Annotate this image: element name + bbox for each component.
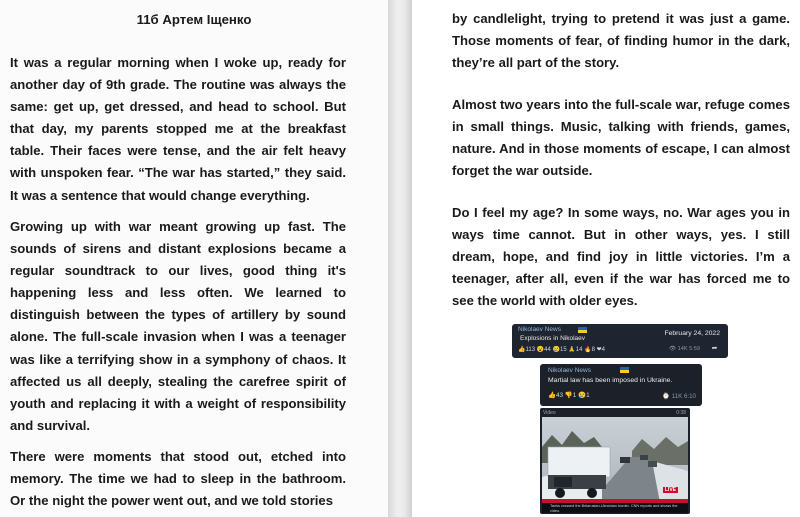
left-page [0,0,388,517]
paragraph: Almost two years into the full-scale war, refuge comes in small things. Music, talking with friends, games, nature. And in those moments of escape, I can almost forget the war outside. [452,97,790,179]
post-text: Explosions in Nikolaev [520,335,586,342]
post-text: Martial law has been imposed in Ukraine. [548,377,673,384]
paragraph: There were moments that stood out, etched into memory. The time we had to sleep in the bathroom. Or the night the power went out, and we told stories [10,449,346,509]
news-post-martial-law [540,364,702,406]
live-badge: LIVE [664,487,676,493]
news-post-explosions [512,324,728,358]
ticker-text: Tanks crossed the Belarusian-Ukrainian border. CNN reports and shows the video. [550,504,678,513]
video-duration: 0:38 [676,410,686,416]
post-date: February 24, 2022 [664,330,720,337]
news-ticker [542,499,688,513]
paragraph: It was a regular morning when I woke up, ready for another day of 9th grade. The routine was always the same: get up, get dressed, and head to school. But that day, my parents stopped me at the breakfast table. Their faces were tense, and the air felt heavy with unspoken fear. “The war has started,” they said. It was a sentence that would change everything. [10,55,346,203]
reactions-bar[interactable]: 👍113 😮44 😢15 🙏14 🔥8 ❤4 [518,347,605,353]
paragraph: Growing up with war meant growing up fast. The sounds of sirens and distant explosions became a regular soundtrack to our lives, good thing it's happening less and less often. We learned to distinguish between the types of artillery by sound alone. The full-scale invasion when I was a teenager was like a terrifying show in a symphony of chaos. It affected us all deeply, stealing the carefree spirit of youth and replacing it with a weight of responsibility and survival. [10,219,346,433]
video-label: Video [543,410,556,416]
paragraph: Do I feel my age? In some ways, no. War ages you in ways time cannot. But in other ways, yes. I still dream, hope, and find joy in little victories. I’m a teenager, after all, even if the war has forced me to see the world with older eyes. [452,205,790,309]
view-count: ⌚ 11K 6:10 [662,393,696,400]
channel-name: Nikolaev News [518,326,561,333]
book-gutter [388,0,412,517]
view-count: 👁 14K 5:59 [668,346,700,352]
paragraph: by candlelight, trying to pretend it was just a game. Those moments of fear, of finding humor in the dark, they’re all part of the story. [452,11,790,71]
reactions-bar[interactable]: 👍43 👎1 😢1 [548,392,590,399]
author-title: 11б Артем Іщенко [136,12,252,27]
video-frame[interactable] [542,417,688,513]
ukraine-flag-icon [578,327,587,333]
ukraine-flag-icon [620,367,629,373]
share-icon[interactable]: ➦ [711,345,718,352]
channel-name: Nikolaev News [548,367,591,374]
video-post[interactable] [540,408,690,514]
ticker-bar [542,499,688,503]
